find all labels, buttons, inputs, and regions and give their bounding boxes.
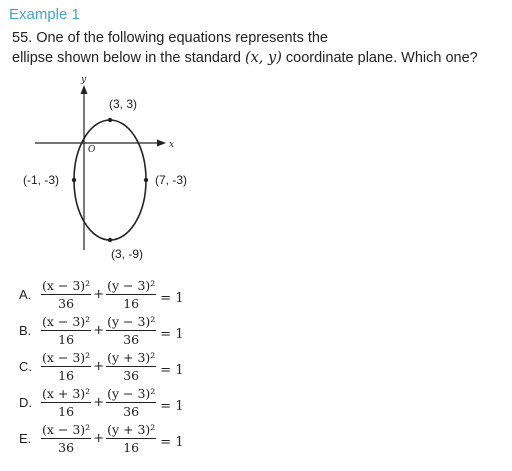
choice-letter: E. bbox=[19, 430, 32, 446]
point-right bbox=[144, 178, 148, 182]
choice-d[interactable] bbox=[19, 384, 184, 420]
numerator: (y − 3)² bbox=[107, 277, 156, 293]
numerator: (y − 3)² bbox=[107, 313, 156, 329]
plus-sign: + bbox=[93, 322, 105, 338]
question-line2-before: ellipse shown below in the standard bbox=[12, 50, 245, 66]
numerator: (x − 3)² bbox=[42, 313, 91, 329]
fraction-y bbox=[106, 278, 156, 311]
numerator: (y + 3)² bbox=[107, 421, 156, 437]
choice-b[interactable] bbox=[19, 312, 184, 348]
equals-one: = 1 bbox=[160, 398, 184, 414]
fraction-x bbox=[41, 350, 91, 383]
plus-sign: + bbox=[93, 430, 105, 446]
point-top bbox=[108, 118, 112, 122]
choice-letter: A. bbox=[19, 286, 32, 302]
equals-one: = 1 bbox=[160, 434, 184, 450]
choice-a[interactable] bbox=[19, 276, 184, 312]
x-axis-arrow bbox=[157, 140, 166, 147]
origin-label: O bbox=[88, 145, 96, 155]
equals-one: = 1 bbox=[160, 326, 184, 342]
question-text-line2 bbox=[12, 50, 478, 66]
choice-c[interactable] bbox=[19, 348, 184, 384]
numerator: (x − 3)² bbox=[42, 421, 91, 437]
question-line1: One of the following equations represents the bbox=[36, 30, 329, 46]
denominator: 36 bbox=[123, 403, 140, 419]
denominator: 16 bbox=[58, 367, 75, 383]
fraction-y bbox=[106, 350, 156, 383]
example-label: Example 1 bbox=[9, 6, 80, 23]
fraction-x bbox=[41, 314, 91, 347]
denominator: 16 bbox=[123, 295, 140, 311]
fraction-y bbox=[106, 422, 156, 455]
choice-e[interactable] bbox=[19, 420, 184, 456]
fraction-y bbox=[106, 314, 156, 347]
denominator: 36 bbox=[123, 367, 140, 383]
x-axis-label: x bbox=[169, 140, 175, 150]
choice-letter: D. bbox=[19, 394, 32, 410]
point-left bbox=[72, 178, 76, 182]
coordinate-notation: (x, y) bbox=[244, 50, 282, 66]
denominator: 16 bbox=[58, 403, 75, 419]
question-number: 55. bbox=[12, 30, 33, 46]
fraction-x bbox=[41, 278, 91, 311]
numerator: (x + 3)² bbox=[42, 385, 91, 401]
denominator: 16 bbox=[123, 439, 140, 455]
ellipse bbox=[74, 120, 146, 240]
numerator: (x − 3)² bbox=[42, 277, 91, 293]
denominator: 36 bbox=[123, 331, 140, 347]
question-line2-after: coordinate plane. Which one? bbox=[281, 50, 478, 66]
point-top-label: (3, 3) bbox=[109, 97, 138, 111]
plus-sign: + bbox=[93, 286, 105, 302]
numerator: (y − 3)² bbox=[107, 385, 156, 401]
question-text bbox=[12, 30, 328, 46]
equals-one: = 1 bbox=[160, 290, 184, 306]
choice-letter: B. bbox=[19, 322, 32, 338]
point-bottom bbox=[108, 238, 112, 242]
ellipse-graph bbox=[0, 70, 512, 270]
point-left-label: (-1, -3) bbox=[23, 173, 59, 187]
denominator: 16 bbox=[58, 331, 75, 347]
fraction-x bbox=[41, 422, 91, 455]
y-axis-arrow bbox=[81, 85, 88, 94]
fraction-x bbox=[41, 386, 91, 419]
denominator: 36 bbox=[58, 295, 75, 311]
fraction-y bbox=[106, 386, 156, 419]
numerator: (y + 3)² bbox=[107, 349, 156, 365]
point-right-label: (7, -3) bbox=[155, 173, 188, 187]
equals-one: = 1 bbox=[160, 362, 184, 378]
plus-sign: + bbox=[93, 394, 105, 410]
y-axis-label: y bbox=[81, 75, 87, 85]
denominator: 36 bbox=[58, 439, 75, 455]
point-bottom-label: (3, -9) bbox=[111, 247, 144, 261]
choice-letter: C. bbox=[19, 358, 32, 374]
numerator: (x − 3)² bbox=[42, 349, 91, 365]
plus-sign: + bbox=[93, 358, 105, 374]
